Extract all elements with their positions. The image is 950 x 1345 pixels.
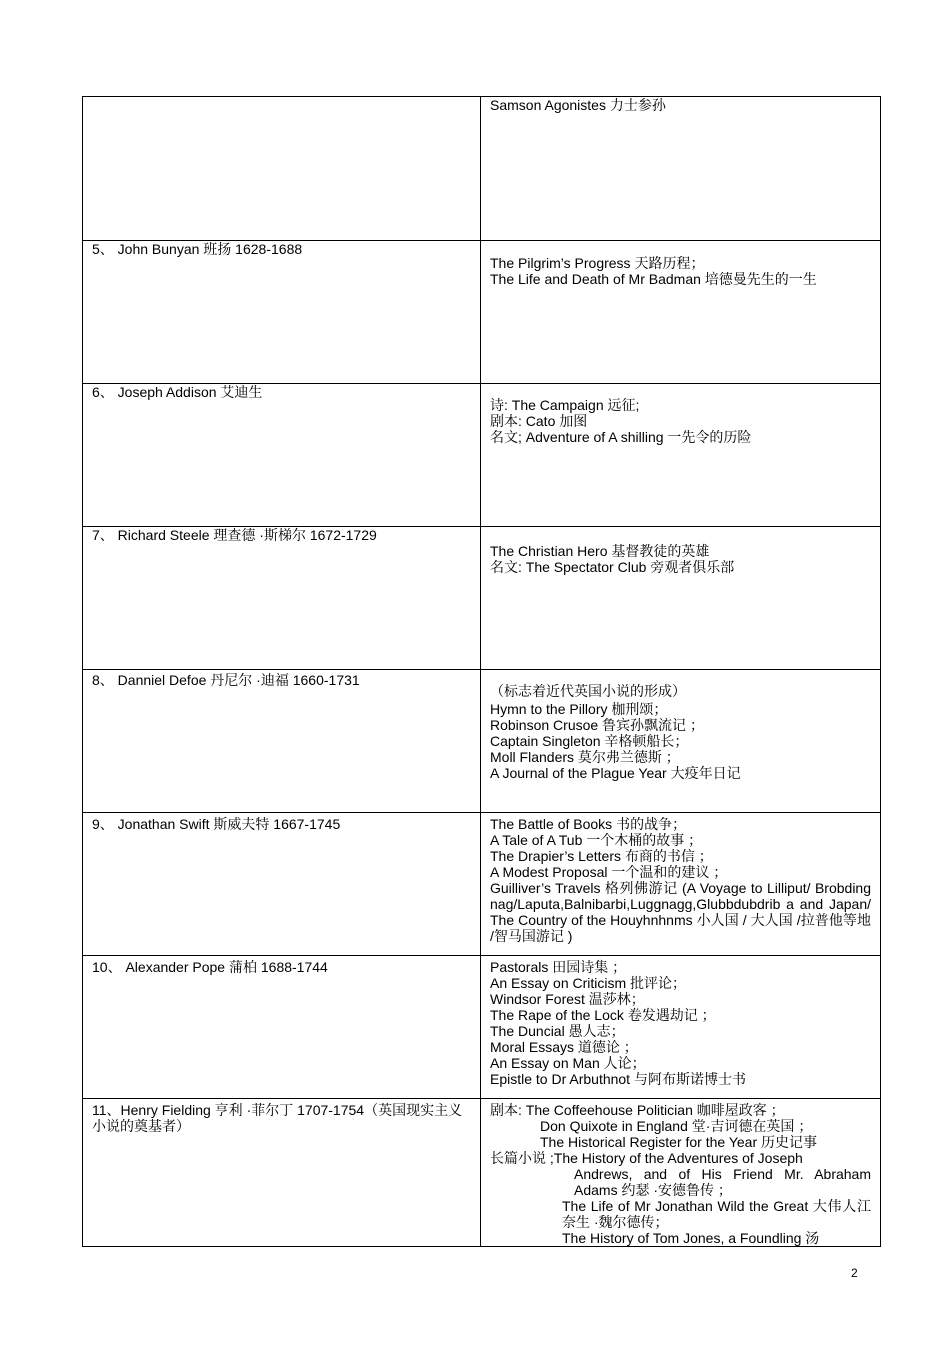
work-line: Andrews, and of His Friend Mr. Abraham Adams 约瑟 ·安德鲁传 ； [574,1166,871,1198]
table-row [83,384,881,527]
work-line: 名文; Adventure of A shilling 一先令的历险 [490,429,752,445]
work-line: The Life and Death of Mr Badman 培德曼先生的一生 [490,271,817,287]
work-line: The Historical Register for the Year 历史记事 [540,1134,817,1150]
work-line: 剧本: Cato 加图 [490,413,588,429]
work-line: The Duncial 愚人志； [490,1023,625,1039]
work-line: The Rape of the Lock 卷发遇劫记 ； [490,1007,716,1023]
work-line: The Life of Mr Jonathan Wild the Great 大伟人江奈生 ·魏尔德传； [562,1198,871,1230]
work-line: The Battle of Books 书的战争； [490,816,687,832]
work-line: Hymn to the Pillory 枷刑颂； [490,701,668,717]
page-number: 2 [851,1266,858,1280]
work-line: Moll Flanders 莫尔弗兰德斯 ； [490,749,680,765]
works-cell [481,956,881,1099]
author-cell: 7、 Richard Steele 理查德 ·斯梯尔 1672-1729 [83,527,481,670]
work-line: 长篇小说 ;The History of the Adventures of Joseph [490,1150,803,1166]
work-line: The Christian Hero 基督教徒的英雄 [490,543,710,559]
work-line: Pastorals 田园诗集 ； [490,959,627,975]
works-cell [481,1099,881,1247]
works-cell [481,670,881,813]
author-cell [83,97,481,241]
works-cell [481,813,881,956]
work-line: Robinson Crusoe 鲁宾孙飘流记 ； [490,717,704,733]
table-row [83,241,881,384]
works-cell [481,97,881,241]
table-row [83,670,881,813]
author-cell: 6、 Joseph Addison 艾迪生 [83,384,481,527]
work-line: Samson Agonistes 力士参孙 [490,97,666,113]
work-line: （标志着近代英国小说的形成） [490,683,686,699]
work-line: Windsor Forest 温莎林； [490,991,645,1007]
author-cell: 11、Henry Fielding 亨利 ·菲尔丁 1707-1754（英国现实主义小说的奠基者） [83,1099,481,1247]
work-line: The Drapier’s Letters 布商的书信 ； [490,848,713,864]
works-cell [481,241,881,384]
works-cell [481,527,881,670]
authors-works-table [82,96,881,1247]
author-cell: 10、 Alexander Pope 蒲柏 1688-1744 [83,956,481,1099]
work-line: A Journal of the Plague Year 大疫年日记 [490,765,741,781]
work-line: 诗: The Campaign 远征; [490,397,640,413]
author-cell: 5、 John Bunyan 班扬 1628-1688 [83,241,481,384]
table-row [83,813,881,956]
work-line: A Tale of A Tub 一个木桶的故事 ； [490,832,703,848]
work-line: The History of Tom Jones, a Foundling 汤 [562,1230,820,1246]
work-line: Moral Essays 道德论 ； [490,1039,638,1055]
work-line: 剧本: The Coffeehouse Politician 咖啡屋政客 ； [490,1102,785,1118]
work-line: Guilliver’s Travels 格列佛游记 (A Voyage to Lilliput/ Brobdingnag/Laputa,Balnibarbi,Luggnagg,Glubbdubdrib a and Japan/The Country of the Houyhnhnms 小人国 / 大人国 /拉普他等地 /智马国游记 ) [490,880,871,944]
table-row [83,1099,881,1247]
work-line: An Essay on Man 人论； [490,1055,646,1071]
author-cell: 9、 Jonathan Swift 斯威夫特 1667-1745 [83,813,481,956]
works-cell [481,384,881,527]
work-line: Epistle to Dr Arbuthnot 与阿布斯诺博士书 [490,1071,746,1087]
work-line: 名文: The Spectator Club 旁观者俱乐部 [490,559,735,575]
work-line: An Essay on Criticism 批评论； [490,975,687,991]
author-cell: 8、 Danniel Defoe 丹尼尔 ·迪福 1660-1731 [83,670,481,813]
table-row [83,527,881,670]
work-line: The Pilgrim’s Progress 天路历程； [490,255,705,271]
work-line: Captain Singleton 辛格顿船长； [490,733,689,749]
work-line: A Modest Proposal 一个温和的建议 ； [490,864,728,880]
table-row [83,97,881,241]
work-line: Don Quixote in England 堂·吉诃德在英国 ； [540,1118,813,1134]
table-row [83,956,881,1099]
